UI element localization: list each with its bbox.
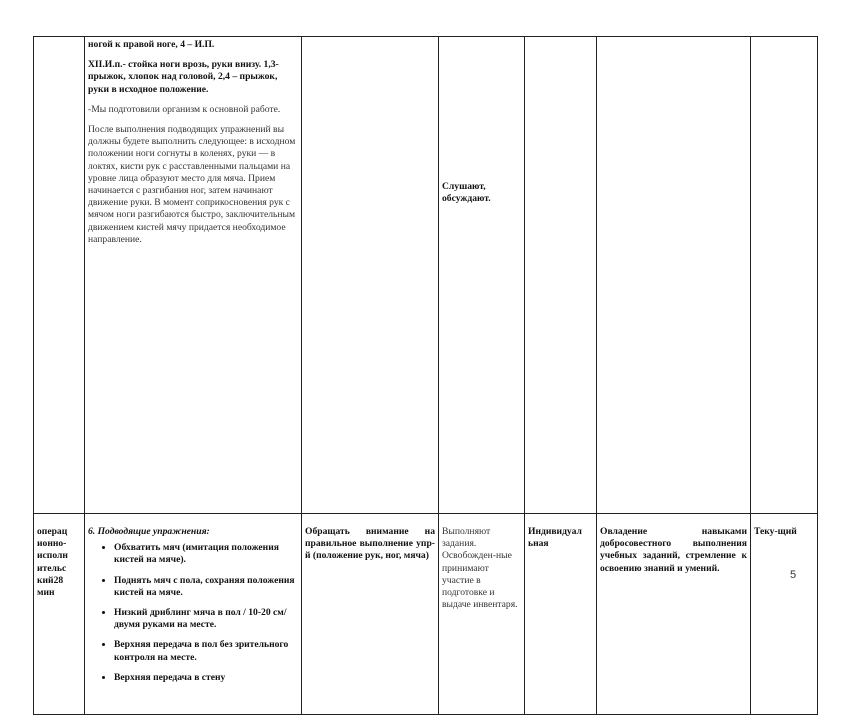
student-activity-cell: Выполняют задания. Освобожден-ные принимают участие в подготовке и выдаче инвентаря. xyxy=(439,514,525,715)
list-item: • Обхватить мяч (имитация положения кистей на мяче). xyxy=(114,542,298,566)
section-title: 6. Подводящие упражнения: xyxy=(88,526,210,537)
work-form-cell xyxy=(525,37,597,514)
teacher-activity-cell xyxy=(85,514,302,715)
student-activity-cell xyxy=(439,37,525,514)
control-cell: Теку-щий xyxy=(751,514,818,715)
exercise-text: ногой к правой ноге, 4 – И.П. xyxy=(88,39,215,50)
methodical-notes-cell: Обращать внимание на правильное выполнение упр-й (положение рук, ног, мяча) xyxy=(302,514,439,715)
page-number: 5 xyxy=(790,569,797,581)
teacher-activity-cell xyxy=(85,37,302,514)
exercise-text: XII.И.п.- стойка ноги врозь, руки внизу. 1,3- прыжок, хлопок над головой, 2,4 – прыжок, руки в исходное положение. xyxy=(88,59,279,95)
list-item: • Верхняя передача в пол без зрительного контроля на месте. xyxy=(114,639,298,663)
list-item: • Верхняя передача в стену xyxy=(114,672,298,684)
work-form-cell: Индивидуал ьная xyxy=(525,514,597,715)
exercise-list xyxy=(88,542,298,684)
table-row xyxy=(34,514,818,715)
lesson-plan-table xyxy=(33,36,818,715)
list-item: • Поднять мяч с пола, сохраняя положения кистей на мяче. xyxy=(114,575,298,599)
learning-outcomes-cell xyxy=(597,37,751,514)
stage-cell: операц ионно-исполн ительс кий28 мин xyxy=(34,514,85,715)
technique-description: После выполнения подводящих упражнений вы должны будете выполнить следующее: в исходном положении ноги согнуты в коленях, руки — в локтях, кисти рук с расставленными пальцами на уровне лица образуют место для мяча. Прием начинается с разгибания ног, затем начинают движение руки. В момент соприкосновения рук с мячом ноги разгибаются быстро, заключительным движением кистей мячу придается необходимое направление. xyxy=(88,124,296,245)
list-item: • Низкий дриблинг мяча в пол / 10-20 см/ двумя руками на месте. xyxy=(114,607,298,631)
methodical-notes-cell xyxy=(302,37,439,514)
student-activity-text: Слушают, обсуждают. xyxy=(442,181,491,205)
stage-cell xyxy=(34,37,85,514)
learning-outcomes-cell: Овладение навыками добросовестного выполнения учебных заданий, стремление к освоению знаний и умений. xyxy=(597,514,751,715)
teacher-remark: -Мы подготовили организм к основной работе. xyxy=(88,103,281,115)
table-row xyxy=(34,37,818,514)
control-cell xyxy=(751,37,818,514)
